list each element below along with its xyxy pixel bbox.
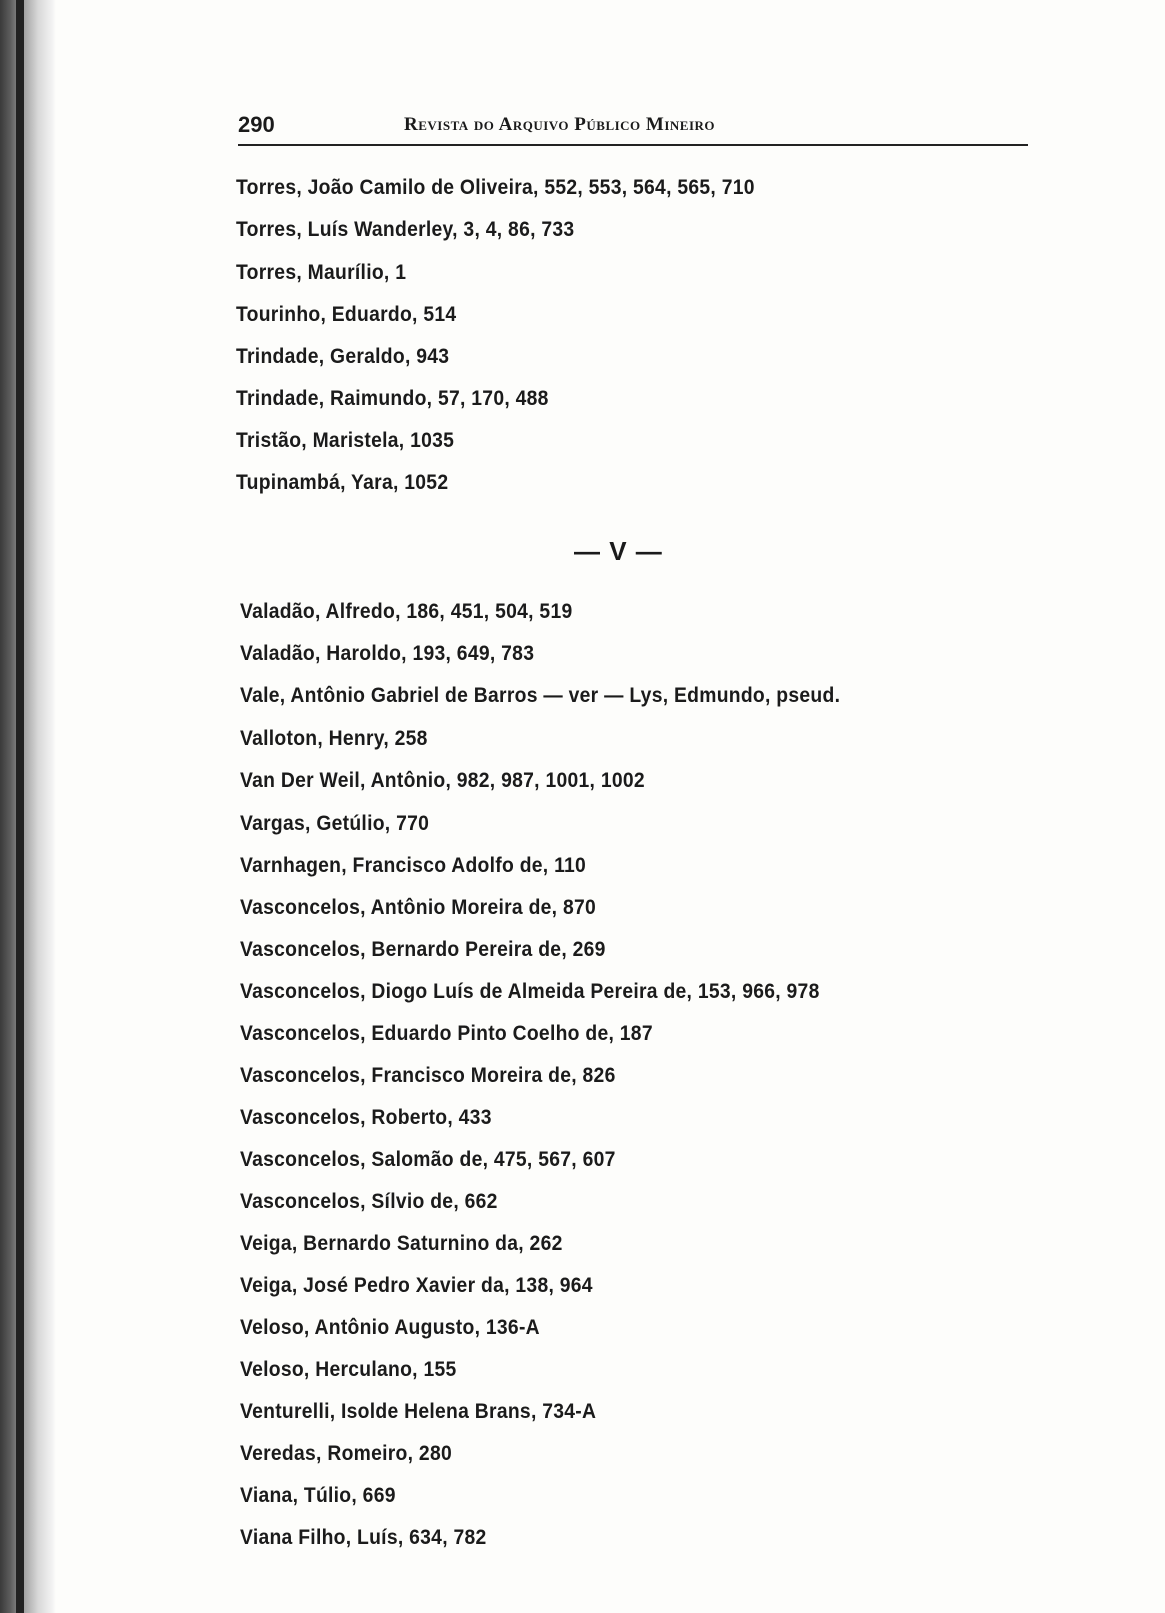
index-entry: Valadão, Alfredo, 186, 451, 504, 519 <box>240 600 573 623</box>
index-entry: Viana Filho, Luís, 634, 782 <box>240 1526 487 1549</box>
index-entry: Valloton, Henry, 258 <box>240 727 428 750</box>
index-entry: Torres, João Camilo de Oliveira, 552, 553, 564, 565, 710 <box>236 176 755 199</box>
index-entry: Trindade, Raimundo, 57, 170, 488 <box>236 387 549 410</box>
index-entry: Varnhagen, Francisco Adolfo de, 110 <box>240 854 587 877</box>
index-entry: Venturelli, Isolde Helena Brans, 734-A <box>240 1400 597 1423</box>
index-entry: Tristão, Maristela, 1035 <box>236 429 455 452</box>
index-entry: Vale, Antônio Gabriel de Barros — ver — Lys, Edmundo, pseud. <box>240 684 841 707</box>
index-entry: Vargas, Getúlio, 770 <box>240 812 430 835</box>
index-entry: Vasconcelos, Sílvio de, 662 <box>240 1190 498 1213</box>
index-entry: Tupinambá, Yara, 1052 <box>236 471 449 494</box>
index-entry: Vasconcelos, Bernardo Pereira de, 269 <box>240 938 606 961</box>
index-entry: Valadão, Haroldo, 193, 649, 783 <box>240 642 535 665</box>
index-entry: Torres, Maurílio, 1 <box>236 261 407 284</box>
index-entry: Vasconcelos, Antônio Moreira de, 870 <box>240 896 597 919</box>
book-spine-shadow <box>0 0 56 1613</box>
index-entry: Vasconcelos, Francisco Moreira de, 826 <box>240 1064 616 1087</box>
index-entry: Veredas, Romeiro, 280 <box>240 1442 452 1465</box>
book-spine-edge <box>16 0 24 1613</box>
index-entry: Viana, Túlio, 669 <box>240 1484 396 1507</box>
index-entry: Veloso, Antônio Augusto, 136-A <box>240 1316 540 1339</box>
index-entry: Veloso, Herculano, 155 <box>240 1358 457 1381</box>
index-entry: Vasconcelos, Diogo Luís de Almeida Pereira de, 153, 966, 978 <box>240 980 820 1003</box>
page-number: 290 <box>238 112 275 137</box>
index-entry: Veiga, José Pedro Xavier da, 138, 964 <box>240 1274 593 1297</box>
index-entry: Tourinho, Eduardo, 514 <box>236 303 457 326</box>
index-entry: Vasconcelos, Roberto, 433 <box>240 1106 492 1129</box>
index-entry: Vasconcelos, Eduardo Pinto Coelho de, 187 <box>240 1022 653 1045</box>
page-header <box>238 110 1028 146</box>
index-entry: Veiga, Bernardo Saturnino da, 262 <box>240 1232 563 1255</box>
index-entry: Torres, Luís Wanderley, 3, 4, 86, 733 <box>236 218 575 241</box>
index-entry: Vasconcelos, Salomão de, 475, 567, 607 <box>240 1148 616 1171</box>
section-heading-v: — V — <box>574 536 663 566</box>
running-title: Revista do Arquivo Público Mineiro <box>404 114 716 135</box>
index-entry: Van Der Weil, Antônio, 982, 987, 1001, 1002 <box>240 769 645 792</box>
index-entry: Trindade, Geraldo, 943 <box>236 345 450 368</box>
